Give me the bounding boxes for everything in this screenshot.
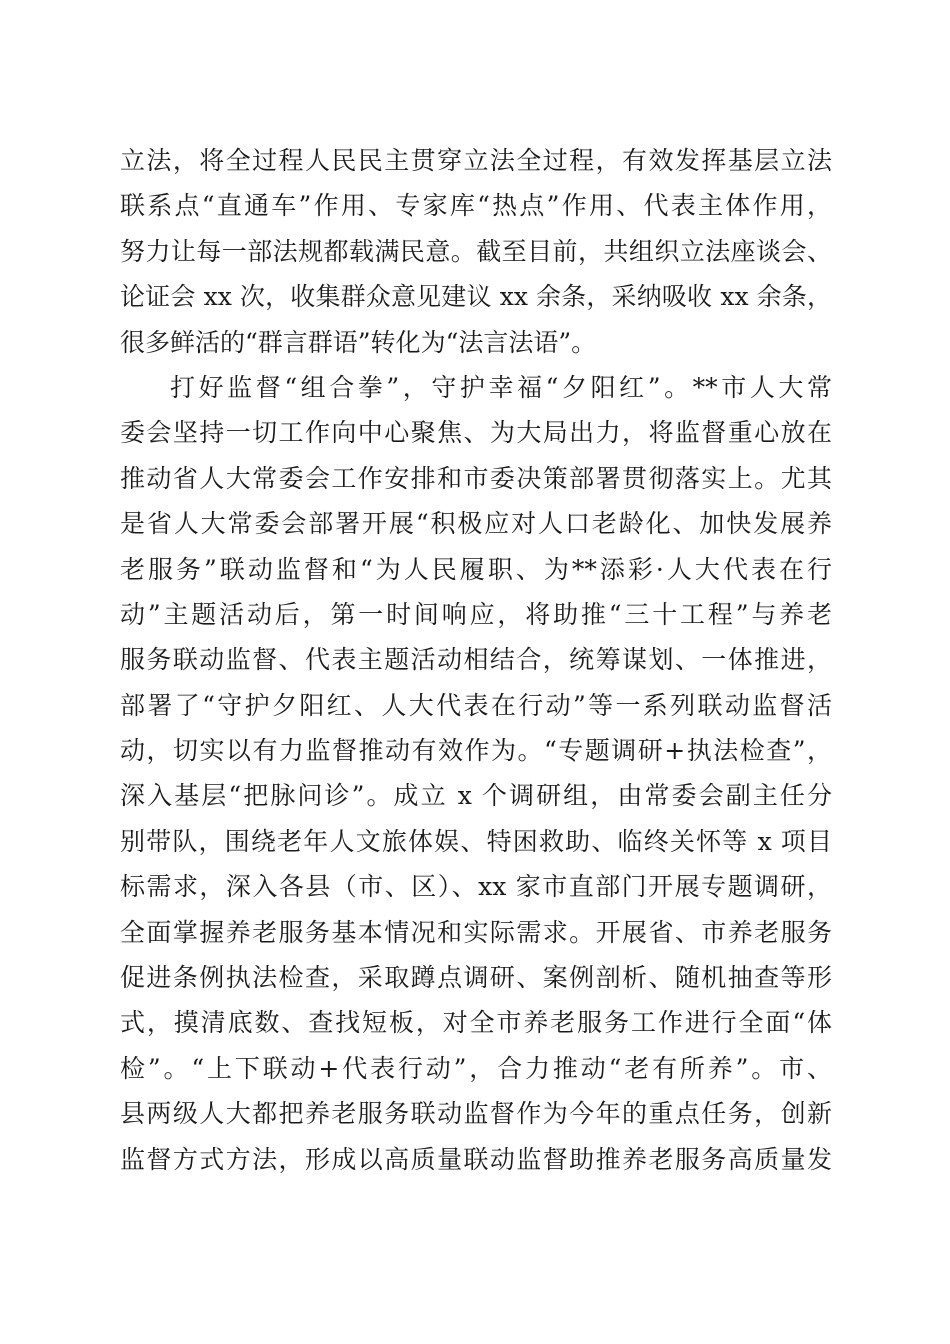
paragraph-line: 促进条例执法检查，采取蹲点调研、案例剖析、随机抽查等形: [120, 963, 832, 993]
paragraph-line: 标需求，深入各县（市、区）、xx 家市直部门开展专题调研，: [120, 872, 832, 902]
paragraph-line: 老服务”联动监督和“为人民履职、为**添彩·人大代表在行: [120, 554, 832, 584]
paragraph-line: 努力让每一部法规都载满民意。截至目前，共组织立法座谈会、: [120, 236, 832, 266]
paragraph-line: 委会坚持一切工作向中心聚焦、为大局出力，将监督重心放在: [120, 418, 832, 448]
paragraph-2: [120, 365, 832, 1182]
paragraph-line: 联系点“直通车”作用、专家库“热点”作用、代表主体作用，: [120, 191, 832, 221]
paragraph-line: 监督方式方法，形成以高质量联动监督助推养老服务高质量发: [120, 1144, 832, 1174]
paragraph-line: 动”主题活动后，第一时间响应，将助推“三十工程”与养老: [120, 599, 832, 629]
paragraph-line: 县两级人大都把养老服务联动监督作为今年的重点任务，创新: [120, 1099, 832, 1129]
paragraph-line: 很多鲜活的“群言群语”转化为“法言法语”。: [120, 327, 597, 357]
paragraph-line: 是省人大常委会部署开展“积极应对人口老龄化、加快发展养: [120, 509, 832, 539]
paragraph-line: 服务联动监督、代表主题活动相结合，统筹谋划、一体推进，: [120, 645, 832, 675]
paragraph-line: 打好监督“组合拳”，守护幸福“夕阳红”。**市人大常: [170, 372, 832, 402]
paragraph-line: 推动省人大常委会工作安排和市委决策部署贯彻落实上。尤其: [120, 463, 832, 493]
paragraph-line: 立法，将全过程人民民主贯穿立法全过程，有效发挥基层立法: [120, 146, 832, 175]
paragraph-line: 论证会 xx 次，收集群众意见建议 xx 余条，采纳吸收 xx 余条，: [120, 282, 832, 312]
paragraph-line: 深入基层“把脉问诊”。成立 x 个调研组，由常委会副主任分: [120, 781, 832, 811]
paragraph-line: 检”。“上下联动+代表行动”，合力推动“老有所养”。市、: [120, 1053, 832, 1083]
paragraph-line: 式，摸清底数、查找短板，对全市养老服务工作进行全面“体: [120, 1008, 832, 1038]
paragraph-line: 全面掌握养老服务基本情况和实际需求。开展省、市养老服务: [120, 917, 832, 947]
paragraph-line: 部署了“守护夕阳红、人大代表在行动”等一系列联动监督活: [120, 690, 832, 720]
paragraph-line: 别带队，围绕老年人文旅体娱、特困救助、临终关怀等 x 项目: [120, 826, 832, 856]
paragraph-1: [120, 138, 832, 365]
paragraph-line: 动，切实以有力监督推动有效作为。“专题调研+执法检查”，: [120, 736, 832, 766]
document-body: [120, 138, 832, 1182]
